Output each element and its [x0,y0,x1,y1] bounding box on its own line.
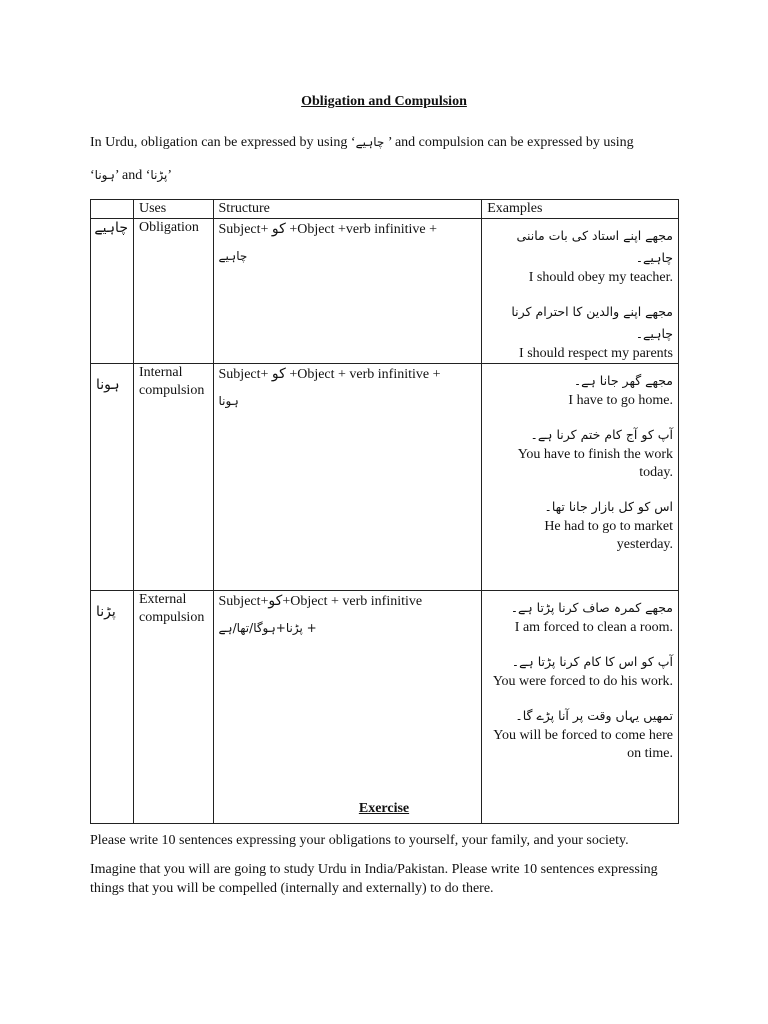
header-uses: Uses [133,200,213,219]
row-examples [482,364,679,591]
structure-line: Subject+ کو +Object +verb infinitive + [218,222,438,237]
row-use: Obligation [133,219,213,364]
row-structure [213,364,482,591]
example-item [487,301,673,363]
table-row [91,364,679,591]
header-examples: Examples [482,200,679,219]
example-urdu: مجھے گھر جانا ہے۔ [573,373,673,388]
exercise-heading: Exercise [358,801,410,816]
example-english: I should obey my teacher. [528,270,673,285]
example-item [487,496,673,554]
structure-line: + پڑنا+ہوگا/تھا/ہے [218,621,317,635]
example-english: I am forced to clean a room. [514,620,673,635]
row-structure [213,219,482,364]
example-english: I should respect my parents [519,346,673,361]
urdu-term-chahiye: چاہیے [355,135,385,149]
example-item [487,705,673,763]
example-english: You have to finish the work today. [517,447,673,480]
row-examples [482,591,679,824]
intro-line-2 [90,166,690,185]
table-header-row [91,200,679,219]
row-key-urdu: پڑنا [91,591,134,824]
urdu-term-hona: ہونا [94,168,115,182]
intro-text: In Urdu, obligation can be expressed by using ‘ [90,135,356,150]
row-use: External compulsion [133,591,213,824]
example-english: You will be forced to come here on time. [493,728,673,761]
intro-text: ’ [167,168,173,183]
exercise-paragraph-2: Imagine that you will are going to study Urdu in India/Pakistan. Please write 10 sentences expressing things that you will be compelled (internally and externally) to do there. [90,862,658,896]
row-key-urdu: چاہیے [91,219,134,364]
table-row [91,591,679,824]
row-examples [482,219,679,364]
grammar-table [90,199,679,824]
intro-text: ’ and ‘ [114,168,151,183]
example-urdu: مجھے کمرہ صاف کرنا پڑتا ہے۔ [510,600,673,615]
example-item [487,225,673,287]
example-urdu: تمھیں یہاں وقت پر آنا پڑے گا۔ [515,708,673,723]
header-structure: Structure [213,200,482,219]
example-english: I have to go home. [568,393,673,408]
structure-line: چاہیے [218,249,248,263]
example-item [487,424,673,482]
intro-text: ‘ [90,168,95,183]
page-title: Obligation and Compulsion [301,94,467,109]
row-structure [213,591,482,824]
urdu-term-parna: پڑنا [150,168,168,182]
intro-line-1 [90,133,690,152]
header-blank [91,200,134,219]
example-english: You were forced to do his work. [492,674,673,689]
example-urdu: اس کو کل بازار جانا تھا۔ [544,499,673,514]
example-item [487,651,673,691]
structure-line: ہونا [218,394,239,408]
exercise-paragraph-1: Please write 10 sentences expressing your obligations to yourself, your family, and your society. [90,833,629,848]
example-urdu: مجھے اپنے والدین کا احترام کرنا چاہیے۔ [511,304,673,341]
table-row [91,219,679,364]
example-urdu: آپ کو اس کا کام کرنا پڑتا ہے۔ [511,654,673,669]
example-english: He had to go to market yesterday. [544,519,673,552]
example-urdu: مجھے اپنے استاد کی بات ماننی چاہیے۔ [516,228,673,265]
example-urdu: آپ کو آج کام ختم کرنا ہے۔ [530,427,673,442]
example-item [487,597,673,637]
row-use: Internal compulsion [133,364,213,591]
row-key-urdu: ہونا [91,364,134,591]
structure-line: Subject+ کو +Object + verb infinitive + [218,367,441,382]
intro-text: ’ and compulsion can be expressed by using [384,135,634,150]
structure-line: Subject+کو+Object + verb infinitive [218,594,423,609]
example-item [487,370,673,410]
